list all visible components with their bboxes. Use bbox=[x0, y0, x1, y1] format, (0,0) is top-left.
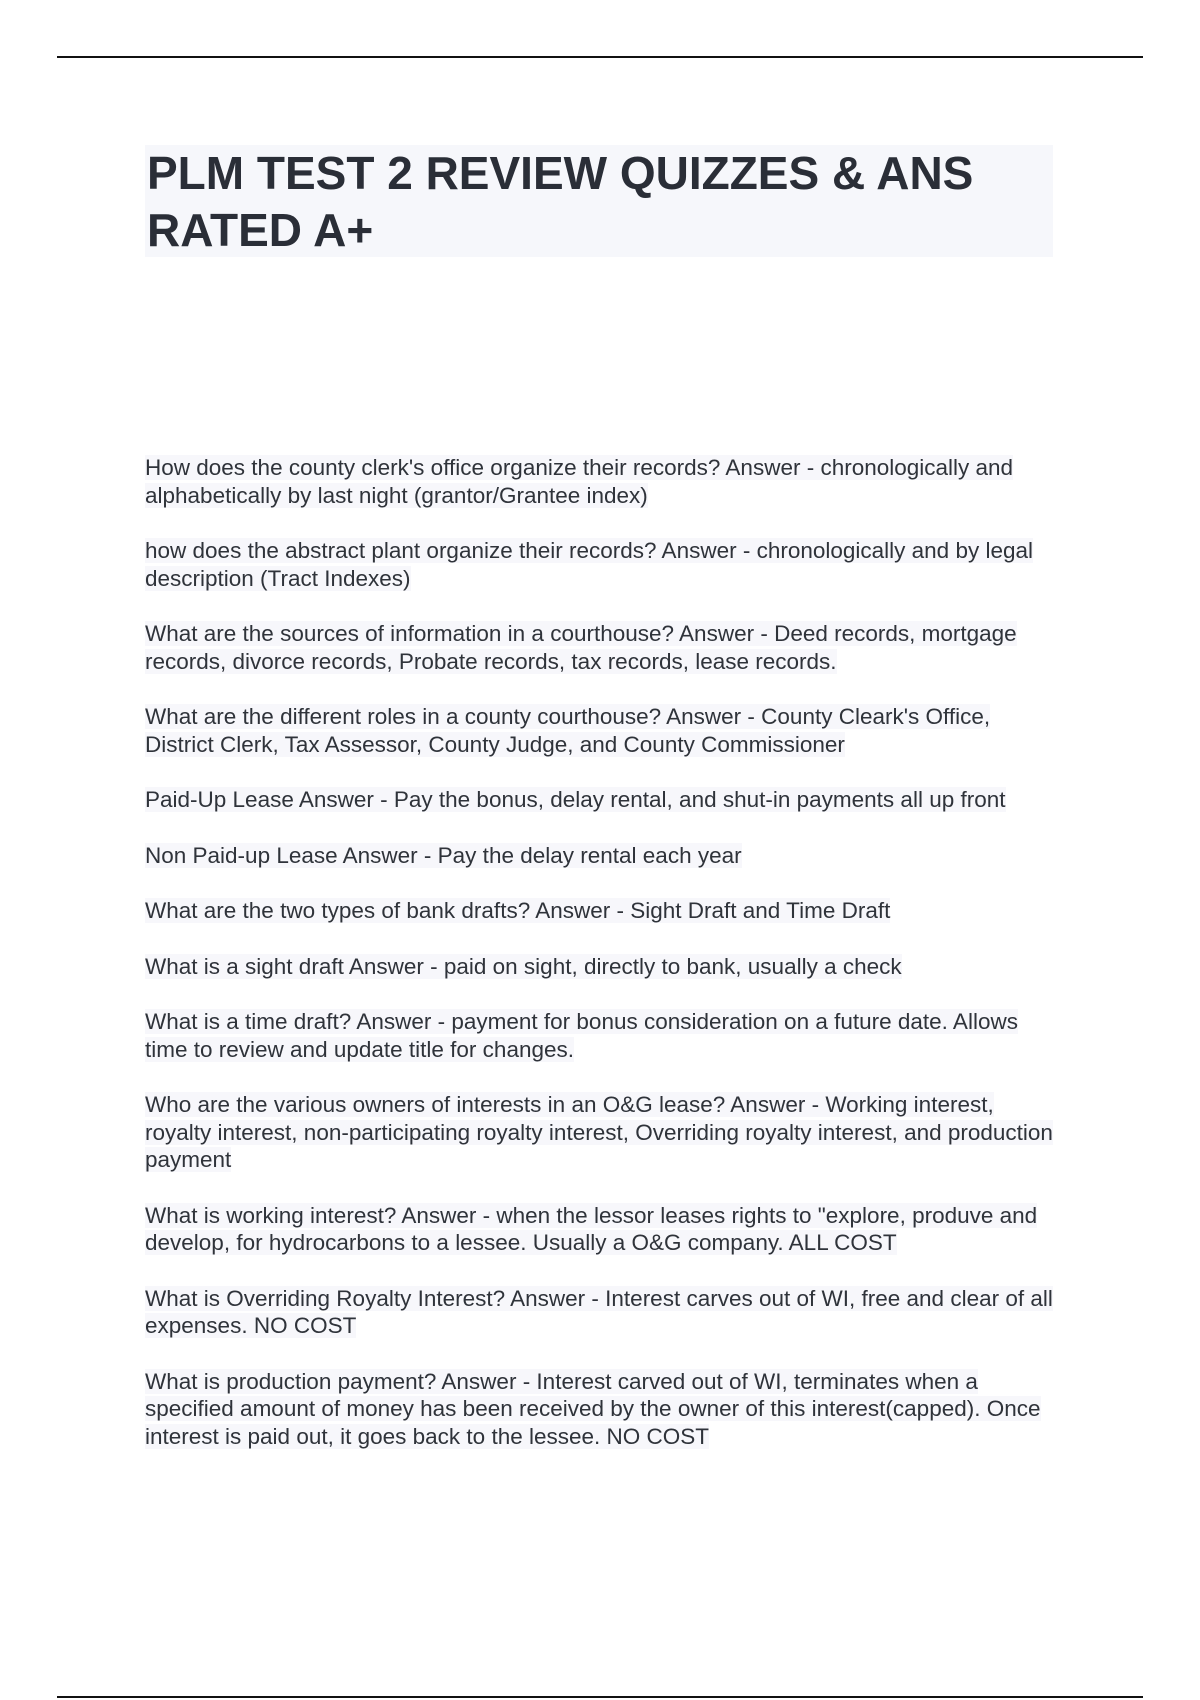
qa-item: how does the abstract plant organize their records? Answer - chronologically and by legal description (Tract Indexes) bbox=[145, 538, 1034, 591]
qa-item: What is Overriding Royalty Interest? Answer - Interest carves out of WI, free and clear of all expenses. NO COST bbox=[145, 1285, 1053, 1338]
title-line-1: PLM TEST 2 REVIEW QUIZZES & ANS bbox=[147, 147, 974, 199]
qa-item: Who are the various owners of interests in an O&G lease? Answer - Working interest, royalty interest, non-participating royalty interest, Overriding royalty interest, and production payment bbox=[145, 1092, 1053, 1172]
qa-item: How does the county clerk's office organize their records? Answer - chronologically and alphabetically by last night (grantor/Grantee index) bbox=[145, 455, 1014, 508]
qa-item: What is working interest? Answer - when the lessor leases rights to "explore, produve and develop, for hydrocarbons to a lessee. Usually a O&G company. ALL COST bbox=[145, 1202, 1038, 1255]
qa-item: What are the sources of information in a courthouse? Answer - Deed records, mortgage records, divorce records, Probate records, tax records, lease records. bbox=[145, 621, 1017, 674]
qa-item: What is a sight draft Answer - paid on sight, directly to bank, usually a check bbox=[145, 953, 902, 979]
qa-item: Non Paid-up Lease Answer - Pay the delay rental each year bbox=[145, 842, 742, 868]
title-line-2: RATED A+ bbox=[147, 204, 374, 256]
qa-item: Paid-Up Lease Answer - Pay the bonus, delay rental, and shut-in payments all up front bbox=[145, 787, 1006, 812]
document-title bbox=[147, 145, 1053, 259]
title-block bbox=[145, 145, 1053, 257]
top-divider bbox=[57, 56, 1143, 58]
qa-item: What are the two types of bank drafts? Answer - Sight Draft and Time Draft bbox=[145, 898, 891, 923]
qa-list bbox=[145, 454, 1065, 1478]
qa-item: What is a time draft? Answer - payment for bonus consideration on a future date. Allows time to review and update title for changes. bbox=[145, 1009, 1018, 1062]
bottom-divider bbox=[57, 1696, 1143, 1698]
qa-item: What are the different roles in a county courthouse? Answer - County Cleark's Office, District Clerk, Tax Assessor, County Judge, and County Commissioner bbox=[145, 704, 991, 757]
qa-item: What is production payment? Answer - Interest carved out of WI, terminates when a specified amount of money has been received by the owner of this interest(capped). Once interest is paid out, it goes back to the lessee. NO COST bbox=[145, 1368, 1041, 1449]
